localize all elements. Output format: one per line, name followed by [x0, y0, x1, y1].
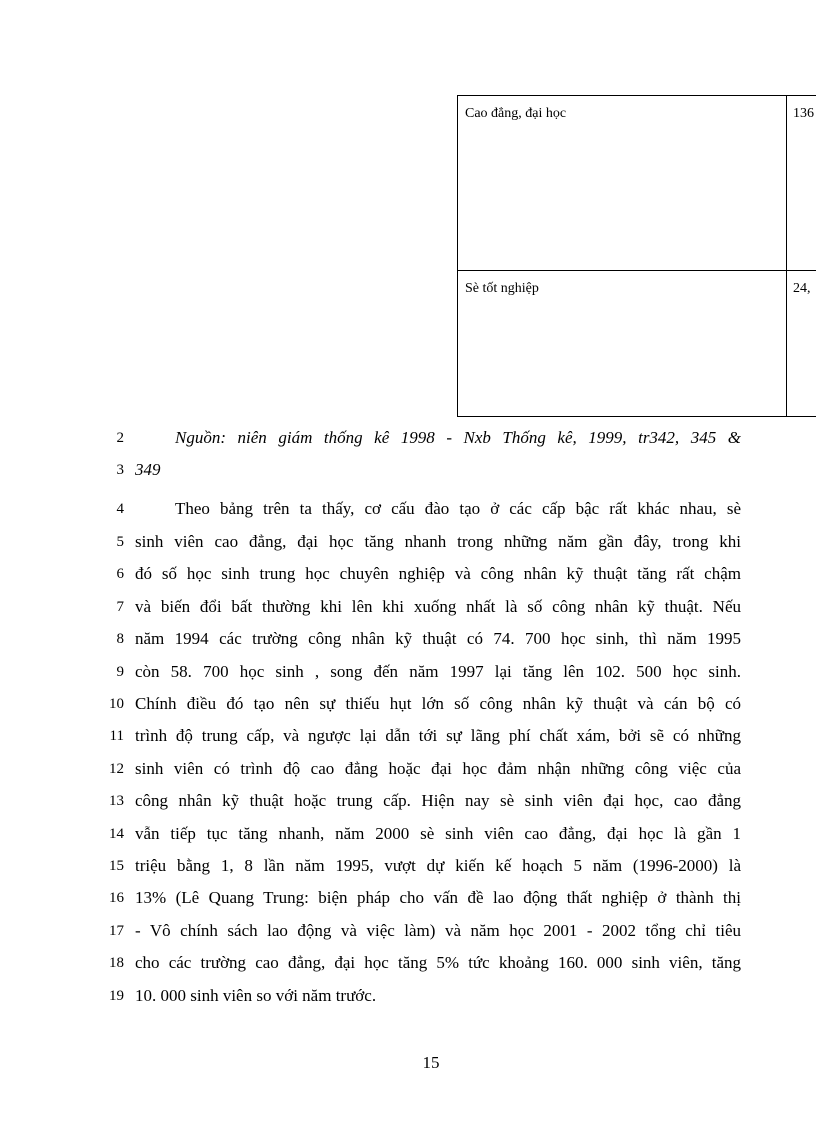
paragraph-line: [0, 882, 816, 914]
paragraph-line: [0, 623, 816, 655]
paragraph-line: [0, 947, 816, 979]
cell-text: 24,: [793, 281, 811, 296]
paragraph-line: [0, 915, 816, 947]
paragraph-line: [0, 818, 816, 850]
line-number: 2: [116, 430, 124, 446]
source-citation: Nguồn: niên giám thống kê 1998 - Nxb Thống kê, 1999, tr342, 345 &: [175, 428, 741, 447]
paragraph-line: [0, 753, 816, 785]
line-number: 4: [116, 501, 124, 517]
cell-text: Sè tốt nghiệp: [465, 281, 539, 296]
line-text: Chính điều đó tạo nên sự thiếu hụt lớn số công nhân kỹ thuật và cán bộ có: [135, 694, 741, 713]
line-number: 12: [109, 761, 124, 777]
paragraph-line: [0, 591, 816, 623]
paragraph-line: [0, 785, 816, 817]
line-text: 13% (Lê Quang Trung: biện pháp cho vấn đề lao động thất nghiệp ở thành thị: [135, 888, 741, 907]
paragraph-line: [0, 720, 816, 752]
line-text: sinh viên cao đẳng, đại học tăng nhanh trong những năm gần đây, trong khi: [135, 532, 741, 551]
table-cell-label: [457, 270, 787, 417]
line-number: 8: [116, 631, 124, 647]
line-number: 5: [116, 534, 124, 550]
line-number: 9: [116, 664, 124, 680]
line-number: 14: [109, 826, 124, 842]
line-text: triệu bằng 1, 8 lần năm 1995, vượt dự kiến kế hoạch 5 năm (1996-2000) là: [135, 856, 741, 875]
line-number: 10: [109, 696, 124, 712]
line-number: 17: [109, 923, 124, 939]
line-text: trình độ trung cấp, và ngược lại dẫn tới sự lãng phí chất xám, bởi sẽ có những: [135, 726, 741, 745]
line-text: 10. 000 sinh viên so với năm trước.: [135, 986, 377, 1005]
paragraph-line: [0, 558, 816, 590]
line-number: 7: [116, 599, 124, 615]
line-number: 11: [109, 728, 124, 744]
line-number: 16: [109, 890, 124, 906]
paragraph-line: [0, 688, 816, 720]
line-text: năm 1994 các trường công nhân kỹ thuật có 74. 700 học sinh, thì năm 1995: [135, 629, 741, 648]
table-cell-label: [457, 95, 787, 271]
source-line: [0, 422, 816, 454]
line-number: 19: [109, 988, 124, 1004]
line-number: 15: [109, 858, 124, 874]
line-number: 3: [116, 462, 124, 478]
paragraph-line: [0, 656, 816, 688]
page-number: 15: [422, 1053, 440, 1072]
line-text: cho các trường cao đẳng, đại học tăng 5% tức khoảng 160. 000 sinh viên, tăng: [135, 953, 741, 972]
line-text: đó số học sinh trung học chuyên nghiệp và công nhân kỹ thuật tăng rất chậm: [135, 564, 741, 583]
paragraph-line: [0, 493, 816, 525]
table-cell-value: [786, 95, 816, 271]
line-number: 6: [116, 566, 124, 582]
line-text: - Vô chính sách lao động và việc làm) và năm học 2001 - 2002 tổng chỉ tiêu: [135, 921, 741, 940]
source-citation: 349: [135, 460, 161, 479]
line-number: 13: [109, 793, 124, 809]
table-cell-value: [786, 270, 816, 417]
line-text: vẫn tiếp tục tăng nhanh, năm 2000 sè sinh viên cao đẳng, đại học là gần 1: [135, 824, 741, 843]
paragraph-line: [0, 526, 816, 558]
data-table: [457, 95, 816, 417]
line-number: 18: [109, 955, 124, 971]
line-text: và biến đổi bất thường khi lên khi xuống nhất là số công nhân kỹ thuật. Nếu: [135, 597, 741, 616]
line-text: công nhân kỹ thuật hoặc trung cấp. Hiện nay sè sinh viên đại học, cao đẳng: [135, 791, 741, 810]
line-text: sinh viên có trình độ cao đẳng hoặc đại học đảm nhận những công việc của: [135, 759, 741, 778]
cell-text: Cao đẳng, đại học: [465, 106, 567, 121]
paragraph-line: [0, 980, 816, 1012]
source-line: [0, 454, 816, 486]
line-text: còn 58. 700 học sinh , song đến năm 1997 lại tăng lên 102. 500 học sinh.: [135, 662, 741, 681]
paragraph-line: [0, 850, 816, 882]
line-text: Theo bảng trên ta thấy, cơ cấu đào tạo ở các cấp bậc rất khác nhau, sè: [175, 499, 741, 518]
cell-text: 136: [793, 106, 814, 121]
